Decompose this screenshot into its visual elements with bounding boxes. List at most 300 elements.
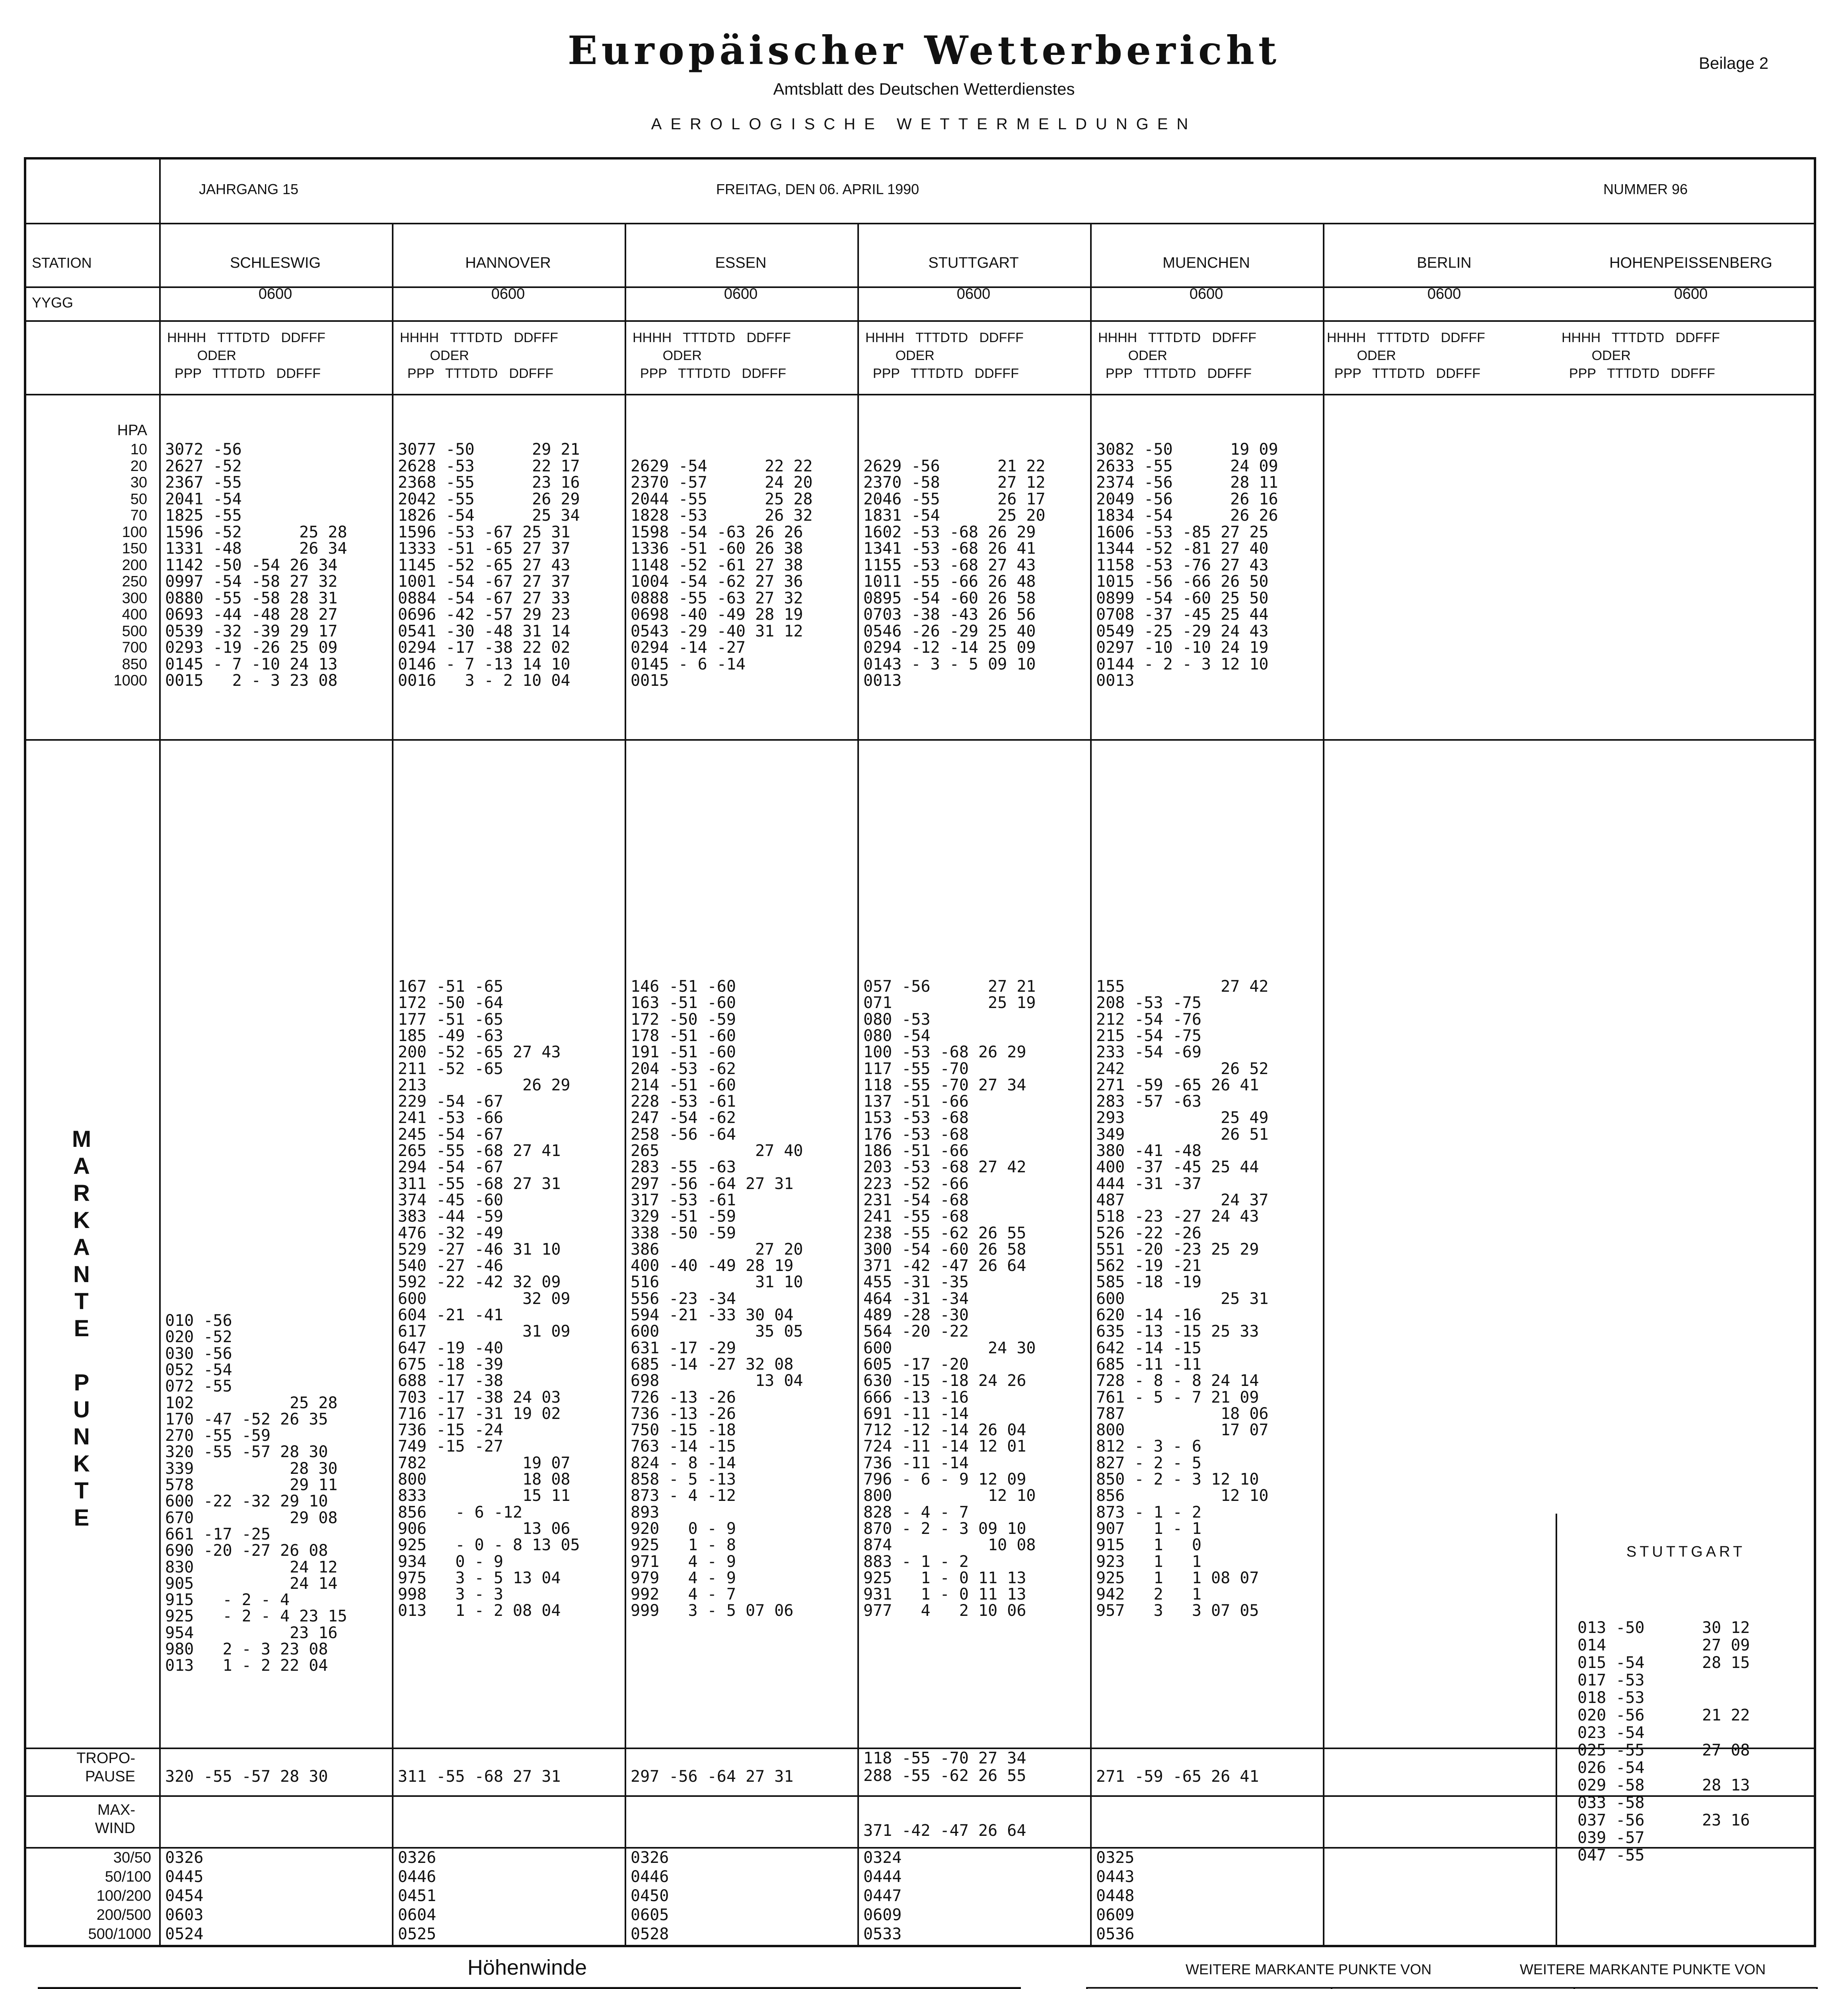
sig-level-row: 763 -14 -15 [631, 1437, 736, 1456]
extra-row: 026 -54 [1577, 1759, 1645, 1777]
extra-row: 023 -54 [1577, 1724, 1645, 1742]
std-level-row: 2628 -53 22 17 [398, 457, 580, 475]
std-level-row: 2370 -57 24 20 [631, 473, 813, 492]
column-header: ODER [1327, 348, 1396, 363]
extra-row: 020 -56 21 22 [1577, 1706, 1750, 1724]
sig-level-row: 975 3 - 5 13 04 [398, 1569, 561, 1587]
markante-letter: P [74, 1370, 90, 1395]
sig-level-row: 052 -54 [165, 1360, 232, 1379]
upper-row-rule [24, 320, 1816, 322]
column-header: HHHH TTTDTD DDFFF [633, 330, 791, 345]
sig-level-row: 212 -54 -76 [1096, 1010, 1201, 1029]
sig-level-row: 782 19 07 [398, 1454, 571, 1472]
std-level-row: 1831 -54 25 20 [863, 506, 1046, 525]
shear-value: 0454 [165, 1887, 204, 1905]
sig-level-row: 828 - 4 - 7 [863, 1503, 969, 1522]
sig-level-row: 977 4 2 10 06 [863, 1602, 1026, 1620]
pressure-level: 70 [130, 507, 147, 524]
sig-level-row: 631 -17 -29 [631, 1339, 736, 1357]
std-level-row: 2042 -55 26 29 [398, 490, 580, 508]
sig-level-row: 600 -22 -32 29 10 [165, 1492, 328, 1511]
shear-value: 0524 [165, 1925, 204, 1943]
sig-level-row: 749 -15 -27 [398, 1437, 503, 1456]
sig-level-row: 856 - 6 -12 [398, 1503, 523, 1522]
station-yygg: 0600 [724, 286, 758, 302]
column-header: PPP TTTDTD DDFFF [633, 366, 786, 381]
shear-value: 0448 [1096, 1887, 1135, 1905]
std-level-row: 0144 - 2 - 3 12 10 [1096, 655, 1269, 673]
markante-letter: A [73, 1153, 90, 1179]
extra-row: 017 -53 [1577, 1671, 1645, 1689]
sig-level-row: 283 -55 -63 [631, 1158, 736, 1177]
sig-level-row: 200 -52 -65 27 43 [398, 1043, 561, 1062]
sig-level-row: 824 - 8 -14 [631, 1454, 736, 1472]
sig-level-row: 293 25 49 [1096, 1109, 1269, 1127]
sig-level-row: 208 -53 -75 [1096, 994, 1201, 1012]
column-header: ODER [1098, 348, 1167, 363]
shear-value: 0326 [631, 1849, 669, 1867]
sig-level-row: 400 -37 -45 25 44 [1096, 1158, 1259, 1177]
lower-rule [38, 1987, 40, 1989]
station-name-berlin: BERLIN [1417, 255, 1472, 271]
sig-level-row: 712 -12 -14 26 04 [863, 1421, 1026, 1440]
sig-level-row: 229 -54 -67 [398, 1092, 503, 1111]
extra-box-rule [1556, 1514, 1557, 1947]
sig-level-row: 827 - 2 - 5 [1096, 1454, 1201, 1472]
column-header: PPP TTTDTD DDFFF [1562, 366, 1715, 381]
pressure-level: 300 [122, 590, 147, 607]
sig-level-row: 020 -52 [165, 1328, 232, 1347]
sig-level-row: 716 -17 -31 19 02 [398, 1404, 561, 1423]
lower-rule [1018, 1987, 1021, 1989]
std-level-row: 1602 -53 -68 26 29 [863, 523, 1036, 541]
column-header: ODER [400, 348, 469, 363]
sig-level-row: 957 3 3 07 05 [1096, 1602, 1259, 1620]
yygg-label: YYGG [32, 294, 74, 311]
pressure-level: 500 [122, 623, 147, 640]
shear-value: 0525 [398, 1925, 436, 1943]
pressure-level: 700 [122, 639, 147, 656]
std-level-row: 0013 [863, 671, 902, 690]
sig-level-row: 675 -18 -39 [398, 1355, 503, 1374]
shear-value: 0326 [398, 1849, 436, 1867]
std-level-row: 1015 -56 -66 26 50 [1096, 572, 1269, 591]
sig-level-row: 080 -53 [863, 1010, 931, 1029]
column-header: PPP TTTDTD DDFFF [865, 366, 1019, 381]
std-level-row: 1341 -53 -68 26 41 [863, 539, 1036, 558]
std-level-row: 1606 -53 -85 27 25 [1096, 523, 1269, 541]
sig-level-row: 761 - 5 - 7 21 09 [1096, 1388, 1259, 1407]
shear-value: 0450 [631, 1887, 669, 1905]
std-level-row: 1598 -54 -63 26 26 [631, 523, 803, 541]
more-rule [1331, 1987, 1332, 1989]
sig-level-row: 117 -55 -70 [863, 1059, 969, 1078]
pressure-level: 1000 [113, 672, 147, 689]
sig-level-row: 265 -55 -68 27 41 [398, 1142, 561, 1160]
station-yygg: 0600 [1189, 286, 1223, 302]
std-level-row: 0145 - 7 -10 24 13 [165, 655, 338, 673]
sig-level-row: 203 -53 -68 27 42 [863, 1158, 1026, 1177]
std-level-row: 0899 -54 -60 25 50 [1096, 589, 1269, 607]
sig-level-row: 925 - 2 - 4 23 15 [165, 1607, 347, 1626]
sig-level-row: 925 1 1 08 07 [1096, 1569, 1259, 1587]
extra-row: 013 -50 30 12 [1577, 1619, 1750, 1637]
extra-row: 037 -56 23 16 [1577, 1811, 1750, 1829]
shear-value: 0443 [1096, 1868, 1135, 1886]
sig-level-row: 146 -51 -60 [631, 977, 736, 996]
column-header: HHHH TTTDTD DDFFF [865, 330, 1024, 345]
extra-title: STUTTGART [1626, 1543, 1746, 1560]
sig-level-row: 812 - 3 - 6 [1096, 1437, 1201, 1456]
upper-col-rule [1090, 223, 1092, 1947]
lower-title: Höhenwinde [467, 1956, 587, 1979]
std-level-row: 2633 -55 24 09 [1096, 457, 1278, 475]
upper-col-rule [159, 157, 161, 1947]
shear-value: 0533 [863, 1925, 902, 1943]
std-level-row: 0895 -54 -60 26 58 [863, 589, 1036, 607]
tropo-value: 118 -55 -70 27 34 [863, 1749, 1026, 1767]
column-header: ODER [1562, 348, 1631, 363]
upper-row-rule [24, 739, 1816, 741]
sig-level-row: 265 27 40 [631, 1142, 803, 1160]
sig-level-row: 750 -15 -18 [631, 1421, 736, 1440]
std-level-row: 0294 -12 -14 25 09 [863, 638, 1036, 657]
extra-row: 018 -53 [1577, 1689, 1645, 1707]
sig-level-row: 057 -56 27 21 [863, 977, 1036, 996]
sig-level-row: 998 3 - 3 [398, 1585, 503, 1604]
column-header: HHHH TTTDTD DDFFF [1327, 330, 1485, 345]
column-header: PPP TTTDTD DDFFF [167, 366, 321, 381]
sig-level-row: 551 -20 -23 25 29 [1096, 1240, 1259, 1259]
std-level-row: 0693 -44 -48 28 27 [165, 605, 338, 624]
more-rule [1086, 1987, 1088, 1989]
sig-level-row: 556 -23 -34 [631, 1289, 736, 1308]
std-level-row: 0013 [1096, 671, 1135, 690]
sig-level-row: 100 -53 -68 26 29 [863, 1043, 1026, 1062]
std-level-row: 2041 -54 [165, 490, 242, 508]
sig-level-row: 600 35 05 [631, 1322, 803, 1341]
sig-level-row: 215 -54 -75 [1096, 1026, 1201, 1045]
sig-level-row: 954 23 16 [165, 1623, 338, 1642]
sig-level-row: 176 -53 -68 [863, 1125, 969, 1144]
std-level-row: 0015 [631, 671, 669, 690]
sig-level-row: 213 26 29 [398, 1076, 571, 1094]
more-rule [1816, 1987, 1818, 1989]
std-level-row: 0880 -55 -58 28 31 [165, 589, 338, 607]
sig-level-row: 728 - 8 - 8 24 14 [1096, 1372, 1259, 1390]
sig-level-row: 893 [631, 1503, 660, 1522]
sig-level-row: 906 13 06 [398, 1519, 571, 1538]
tropo-label: TROPO- [76, 1750, 135, 1767]
shear-value: 0604 [398, 1906, 436, 1924]
std-level-row: 0539 -32 -39 29 17 [165, 622, 338, 640]
std-level-row: 1011 -55 -66 26 48 [863, 572, 1036, 591]
sig-level-row: 185 -49 -63 [398, 1026, 503, 1045]
section-title: AEROLOGISCHE WETTERMELDUNGEN [651, 115, 1197, 133]
std-level-row: 0696 -42 -57 29 23 [398, 605, 571, 624]
shear-value: 0446 [398, 1868, 436, 1886]
sig-level-row: 476 -32 -49 [398, 1224, 503, 1242]
extra-row: 047 -55 [1577, 1846, 1645, 1864]
shear-value: 0536 [1096, 1925, 1135, 1943]
sig-level-row: 170 -47 -52 26 35 [165, 1410, 328, 1428]
sig-level-row: 349 26 51 [1096, 1125, 1269, 1144]
lower-rule [38, 1987, 1018, 1989]
sig-level-row: 796 - 6 - 9 12 09 [863, 1470, 1026, 1489]
extra-row: 025 -55 27 08 [1577, 1741, 1750, 1759]
std-level-row: 2627 -52 [165, 457, 242, 475]
markante-letter: A [73, 1234, 90, 1260]
std-level-row: 0293 -19 -26 25 09 [165, 638, 338, 657]
sig-level-row: 444 -31 -37 [1096, 1174, 1201, 1193]
std-level-row: 0294 -17 -38 22 02 [398, 638, 571, 657]
sig-level-row: 800 18 08 [398, 1470, 571, 1489]
shear-value: 0324 [863, 1849, 902, 1867]
date-label: FREITAG, DEN 06. APRIL 1990 [716, 181, 919, 197]
sig-level-row: 400 -40 -49 28 19 [631, 1257, 794, 1275]
sig-level-row: 241 -53 -66 [398, 1109, 503, 1127]
sig-level-row: 592 -22 -42 32 09 [398, 1273, 561, 1292]
sig-level-row: 688 -17 -38 [398, 1372, 503, 1390]
sig-level-row: 934 0 - 9 [398, 1552, 503, 1571]
sig-level-row: 311 -55 -68 27 31 [398, 1174, 561, 1193]
sig-level-row: 516 31 10 [631, 1273, 803, 1292]
pressure-level: 850 [122, 656, 147, 673]
sig-level-row: 905 24 14 [165, 1574, 338, 1593]
maxwind-value: 371 -42 -47 26 64 [863, 1822, 1026, 1840]
sig-level-row: 247 -54 -62 [631, 1109, 736, 1127]
markante-letter: N [73, 1261, 90, 1287]
sig-level-row: 204 -53 -62 [631, 1059, 736, 1078]
std-level-row: 2374 -56 28 11 [1096, 473, 1278, 492]
station-name-hannover: HANNOVER [465, 255, 551, 271]
std-level-row: 1344 -52 -81 27 40 [1096, 539, 1269, 558]
markante-letter: R [73, 1180, 90, 1206]
sig-level-row: 562 -19 -21 [1096, 1257, 1201, 1275]
sig-level-row: 979 4 - 9 [631, 1569, 736, 1587]
shear-value: 0609 [1096, 1906, 1135, 1924]
report-subtitle: Amtsblatt des Deutschen Wetterdienstes [773, 80, 1075, 98]
sig-level-row: 380 -41 -48 [1096, 1142, 1201, 1160]
volume-label: JAHRGANG 15 [199, 181, 299, 197]
sig-level-row: 245 -54 -67 [398, 1125, 503, 1144]
pressure-level: 400 [122, 606, 147, 623]
sig-level-row: 736 -15 -24 [398, 1421, 503, 1440]
hpa-label: HPA [117, 422, 147, 439]
sig-level-row: 320 -55 -57 28 30 [165, 1443, 328, 1462]
tropo-value: 311 -55 -68 27 31 [398, 1767, 561, 1786]
sig-level-row: 999 3 - 5 07 06 [631, 1602, 794, 1620]
tropo-value: 297 -56 -64 27 31 [631, 1767, 794, 1786]
sig-level-row: 223 -52 -66 [863, 1174, 969, 1193]
markante-letter: K [73, 1451, 90, 1477]
std-level-row: 1145 -52 -65 27 43 [398, 556, 571, 574]
pressure-level: 150 [122, 540, 147, 557]
shear-label: 100/200 [96, 1888, 151, 1904]
sig-level-row: 691 -11 -14 [863, 1404, 969, 1423]
station-name-stuttgart: STUTTGART [928, 255, 1019, 271]
sig-level-row: 241 -55 -68 [863, 1207, 969, 1226]
sig-level-row: 386 27 20 [631, 1240, 803, 1259]
upper-row-rule [24, 394, 1816, 395]
sig-level-row: 617 31 09 [398, 1322, 571, 1341]
shear-value: 0444 [863, 1868, 902, 1886]
pressure-level: 30 [130, 474, 147, 491]
station-yygg: 0600 [1427, 286, 1461, 302]
sig-level-row: 297 -56 -64 27 31 [631, 1174, 794, 1193]
shear-label: 200/500 [96, 1907, 151, 1923]
sig-level-row: 605 -17 -20 [863, 1355, 969, 1374]
upper-row-rule [24, 1847, 1816, 1849]
std-level-row: 0146 - 7 -13 14 10 [398, 655, 571, 673]
sig-level-row: 238 -55 -62 26 55 [863, 1224, 1026, 1242]
std-level-row: 2049 -56 26 16 [1096, 490, 1278, 508]
sig-level-row: 258 -56 -64 [631, 1125, 736, 1144]
markante-letter: K [73, 1207, 90, 1233]
sig-level-row: 980 2 - 3 23 08 [165, 1640, 328, 1658]
sig-level-row: 915 - 2 - 4 [165, 1591, 290, 1609]
sig-level-row: 594 -21 -33 30 04 [631, 1306, 794, 1324]
station-name-hohenpeissenberg: HOHENPEISSENBERG [1609, 255, 1772, 271]
std-level-row: 2370 -58 27 12 [863, 473, 1046, 492]
upper-row-rule [24, 1795, 1816, 1797]
std-level-row: 0703 -38 -43 26 56 [863, 605, 1036, 624]
sig-level-row: 870 - 2 - 3 09 10 [863, 1519, 1026, 1538]
shear-label: 50/100 [105, 1868, 151, 1885]
column-header: PPP TTTDTD DDFFF [1098, 366, 1252, 381]
sig-level-row: 118 -55 -70 27 34 [863, 1076, 1026, 1094]
column-header: ODER [167, 348, 236, 363]
sig-level-row: 920 0 - 9 [631, 1519, 736, 1538]
pressure-level: 200 [122, 557, 147, 574]
sig-level-row: 685 -11 -11 [1096, 1355, 1201, 1374]
shear-value: 0326 [165, 1849, 204, 1867]
sig-level-row: 642 -14 -15 [1096, 1339, 1201, 1357]
column-header: ODER [633, 348, 702, 363]
lower-col-rule [322, 1987, 324, 1989]
markante-letter: M [72, 1126, 92, 1152]
sig-level-row: 153 -53 -68 [863, 1109, 969, 1127]
std-level-row: 1001 -54 -67 27 37 [398, 572, 571, 591]
std-level-row: 2367 -55 [165, 473, 242, 492]
sig-level-row: 172 -50 -64 [398, 994, 503, 1012]
markante-letter: T [74, 1288, 89, 1314]
sig-level-row: 874 10 08 [863, 1536, 1036, 1555]
sig-level-row: 371 -42 -47 26 64 [863, 1257, 1026, 1275]
std-level-row: 2044 -55 25 28 [631, 490, 813, 508]
upper-col-rule [392, 223, 393, 1947]
station-yygg: 0600 [491, 286, 525, 302]
std-level-row: 2629 -54 22 22 [631, 457, 813, 475]
sig-level-row: 925 1 - 8 [631, 1536, 736, 1555]
std-level-row: 0549 -25 -29 24 43 [1096, 622, 1269, 640]
sig-level-row: 071 25 19 [863, 994, 1036, 1012]
sig-level-row: 600 25 31 [1096, 1289, 1269, 1308]
sig-level-row: 464 -31 -34 [863, 1289, 969, 1308]
sig-level-row: 186 -51 -66 [863, 1142, 969, 1160]
shear-value: 0446 [631, 1868, 669, 1886]
sig-level-row: 992 4 - 7 [631, 1585, 736, 1604]
sig-level-row: 800 17 07 [1096, 1421, 1269, 1440]
sig-level-row: 800 12 10 [863, 1487, 1036, 1505]
tropo-value: 271 -59 -65 26 41 [1096, 1767, 1259, 1786]
sig-level-row: 233 -54 -69 [1096, 1043, 1201, 1062]
sig-level-row: 666 -13 -16 [863, 1388, 969, 1407]
std-level-row: 1004 -54 -62 27 36 [631, 572, 803, 591]
shear-value: 0603 [165, 1906, 204, 1924]
sig-level-row: 211 -52 -65 [398, 1059, 503, 1078]
sig-level-row: 620 -14 -16 [1096, 1306, 1201, 1324]
sig-level-row: 487 24 37 [1096, 1191, 1269, 1209]
shear-value: 0325 [1096, 1849, 1135, 1867]
sig-level-row: 294 -54 -67 [398, 1158, 503, 1177]
sig-level-row: 915 1 0 [1096, 1536, 1201, 1555]
std-level-row: 1333 -51 -65 27 37 [398, 539, 571, 558]
sig-level-row: 635 -13 -15 25 33 [1096, 1322, 1259, 1341]
std-level-row: 2046 -55 26 17 [863, 490, 1046, 508]
sig-level-row: 172 -50 -59 [631, 1010, 736, 1029]
shear-value: 0445 [165, 1868, 204, 1886]
sig-level-row: 925 1 - 0 11 13 [863, 1569, 1026, 1587]
std-level-row: 0698 -40 -49 28 19 [631, 605, 803, 624]
std-level-row: 0546 -26 -29 25 40 [863, 622, 1036, 640]
std-level-row: 3072 -56 [165, 440, 242, 459]
std-level-row: 1825 -55 [165, 506, 242, 525]
shear-value: 0609 [863, 1906, 902, 1924]
shear-value: 0447 [863, 1887, 902, 1905]
std-level-row: 0145 - 6 -14 [631, 655, 746, 673]
sig-level-row: 271 -59 -65 26 41 [1096, 1076, 1259, 1094]
column-header: HHHH TTTDTD DDFFF [167, 330, 325, 345]
sig-level-row: 923 1 1 [1096, 1552, 1201, 1571]
sig-level-row: 724 -11 -14 12 01 [863, 1437, 1026, 1456]
std-level-row: 1834 -54 26 26 [1096, 506, 1278, 525]
tropo-label: PAUSE [85, 1768, 135, 1785]
sig-level-row: 214 -51 -60 [631, 1076, 736, 1094]
sig-level-row: 585 -18 -19 [1096, 1273, 1201, 1292]
sig-level-row: 883 - 1 - 2 [863, 1552, 969, 1571]
std-level-row: 0016 3 - 2 10 04 [398, 671, 571, 690]
sig-level-row: 518 -23 -27 24 43 [1096, 1207, 1259, 1226]
sig-level-row: 578 29 11 [165, 1476, 338, 1494]
shear-value: 0451 [398, 1887, 436, 1905]
sig-level-row: 283 -57 -63 [1096, 1092, 1201, 1111]
sig-level-row: 540 -27 -46 [398, 1257, 503, 1275]
extra-row: 014 27 09 [1577, 1636, 1750, 1654]
sig-level-row: 178 -51 -60 [631, 1026, 736, 1045]
sig-level-row: 942 2 1 [1096, 1585, 1201, 1604]
std-level-row: 3077 -50 29 21 [398, 440, 580, 459]
sig-level-row: 873 - 4 -12 [631, 1487, 736, 1505]
sig-level-row: 455 -31 -35 [863, 1273, 969, 1292]
tropo-value: 320 -55 -57 28 30 [165, 1767, 328, 1786]
markante-letter: E [74, 1316, 90, 1341]
sig-level-row: 856 12 10 [1096, 1487, 1269, 1505]
sig-level-row: 030 -56 [165, 1344, 232, 1363]
pressure-level: 10 [130, 441, 147, 458]
sig-level-row: 526 -22 -26 [1096, 1224, 1201, 1242]
sig-level-row: 300 -54 -60 26 58 [863, 1240, 1026, 1259]
sig-level-row: 736 -11 -14 [863, 1454, 969, 1472]
more-rule [1086, 1987, 1816, 1989]
sig-level-row: 231 -54 -68 [863, 1191, 969, 1209]
number-label: NUMMER 96 [1603, 181, 1688, 197]
extra-row: 029 -58 28 13 [1577, 1776, 1750, 1794]
pressure-level: 20 [130, 457, 147, 475]
std-level-row: 1596 -53 -67 25 31 [398, 523, 571, 541]
shear-value: 0605 [631, 1906, 669, 1924]
std-level-row: 0297 -10 -10 24 19 [1096, 638, 1269, 657]
